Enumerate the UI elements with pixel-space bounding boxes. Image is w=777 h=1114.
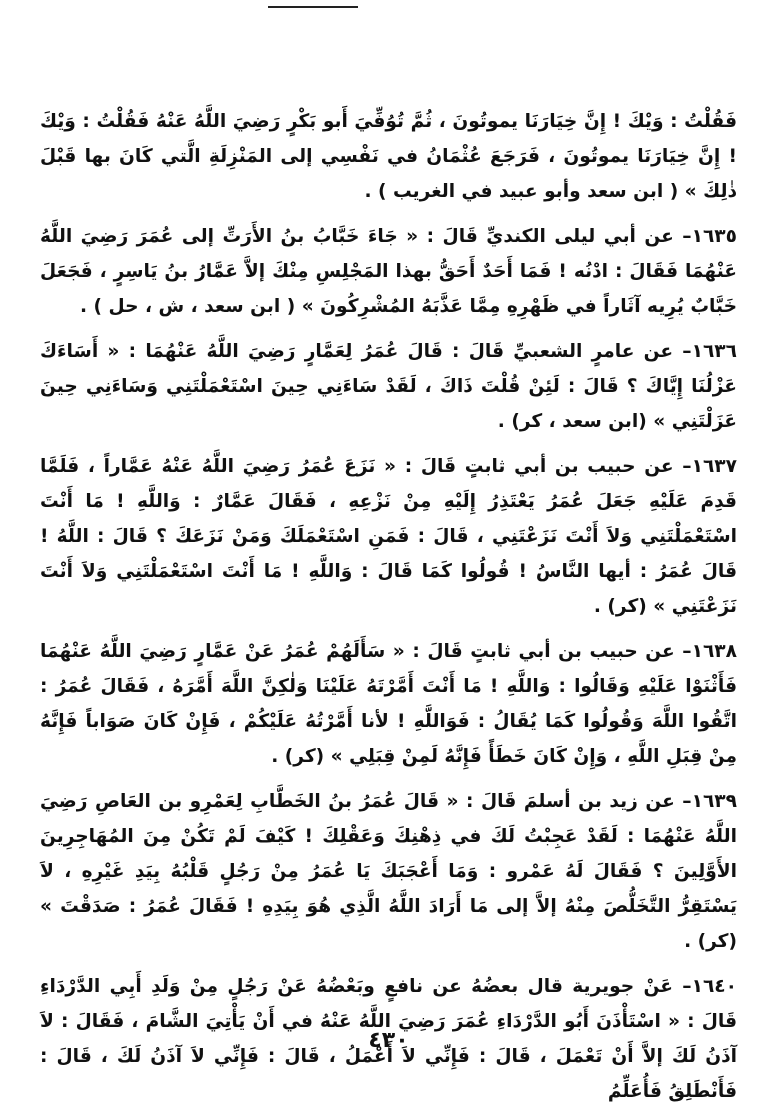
hadith-number: ١٦٣٨ bbox=[691, 641, 737, 662]
paragraph-text: – عن حبيب بن أبي ثابتٍ قَالَ : « نَزَعَ عُمَرُ رَضِيَ اللَّهُ عَنْهُ عَمَّاراً ، فَلَمَّا قَدِمَ عَلَيْهِ جَعَلَ عُمَرُ يَعْتَذِرُ إِلَيْهِ مِنْ نَزْعِهِ ، فَقَالَ عَمَّارٌ : وَاللَّهِ ! مَا أَنْتَ اسْتَعْمَلْتَنِي وَلاَ أَنْتَ نَزَعْتَنِي ، قَالَ : فَمَنِ اسْتَعْمَلَكَ وَمَنْ نَزَعَكَ ؟ قَالَ : اللَّهُ ! قَالَ عُمَرُ : أيها النَّاسُ ! قُولُوا كَمَا قَالَ : وَاللَّهِ ! مَا أَنْتَ اسْتَعْمَلْتَنِي وَلاَ أَنْتَ نَزَعْتَنِي » (كر) . bbox=[40, 456, 737, 617]
page-body bbox=[40, 104, 737, 1109]
paragraph-1636 bbox=[40, 334, 737, 439]
paragraph-text: فَقُلْتُ : وَيْكَ ! إِنَّ خِيَارَنَا يموتُونَ ، ثُمَّ تُوُفِّيَ أَبو بَكْرٍ رَضِيَ اللَّهُ عَنْهُ فَقُلْتُ : وَيْكَ ! إِنَّ خِيَارَنَا يموتُونَ ، فَرَجَعَ عُثْمَانُ في نَفْسِي إلى المَنْزِلَةِ الَّتي كَانَ بها قَبْلَ ذٰلِكَ » ( ابن سعد وأبو عبيد في الغريب ) . bbox=[40, 111, 737, 202]
page-number: ٤٣٠ bbox=[368, 1028, 409, 1053]
paragraph-1637 bbox=[40, 449, 737, 624]
paragraph-1638 bbox=[40, 634, 737, 774]
paragraph-continuation bbox=[40, 104, 737, 209]
top-rule bbox=[268, 6, 358, 8]
hadith-number: ١٦٣٥ bbox=[691, 226, 737, 247]
paragraph-1639 bbox=[40, 784, 737, 959]
paragraph-text: – عَنْ جويرية قال بعضُهُ عن نافعٍ وبَعْضُهُ عَنْ رَجُلٍ مِنْ وَلَدِ أَبِي الدَّرْدَاءِ قَالَ : « اسْتَأْذَنَ أَبُو الدَّرْدَاءِ عُمَرَ رَضِيَ اللَّهُ عَنْهُ في أَنْ يَأْتِيَ الشَّامَ ، فَقَالَ : لاَ آذَنُ لَكَ إلاَّ أَنْ تَعْمَلَ ، قَالَ : فَإِنِّي لاَ أَعْمَلُ ، قَالَ : فَإِنِّي لاَ آذَنُ لَكَ ، قَالَ : فَأَنْطَلِقُ فَأُعَلِّمُ bbox=[40, 976, 737, 1102]
paragraph-text: – عن حبيب بن أبي ثابتٍ قَالَ : « سَأَلَهُمْ عُمَرُ عَنْ عَمَّارٍ رَضِيَ اللَّهُ عَنْهُمَا فَأَثْنَوْا عَلَيْهِ وَقَالُوا : وَاللَّهِ ! مَا أَنْتَ أَمَّرْتَهُ عَلَيْنَا وَلٰكِنَّ اللَّهَ أَمَّرَهُ ، فَقَالَ عُمَرُ : اتَّقُوا اللَّهَ وَقُولُوا كَمَا يُقَالُ : فَوَاللَّهِ ! لأنا أَمَّرْتُهُ عَلَيْكُمْ ، فَإِنْ كَانَ صَوَاباً فَإِنَّهُ مِنْ قِبَلِ اللَّهِ ، وَإِنْ كَانَ خَطَأً فَإِنَّهُ لَمِنْ قِبَلِي » (كر) . bbox=[40, 641, 737, 767]
hadith-number: ١٦٣٧ bbox=[691, 456, 737, 477]
paragraph-text: – عن عامرٍ الشعبيِّ قَالَ : قَالَ عُمَرُ لِعَمَّارٍ رَضِيَ اللَّهُ عَنْهُمَا : « أَسَاءَكَ عَزْلُنَا إِيَّاكَ ؟ قَالَ : لَئِنْ قُلْتَ ذَاكَ ، لَقَدْ سَاءَنِي حِينَ اسْتَعْمَلْتَنِي وَسَاءَنِي حِينَ عَزَلْتَنِي » (ابن سعد ، كر) . bbox=[40, 341, 737, 432]
paragraph-text: – عن أبي ليلى الكنديِّ قَالَ : « جَاءَ خَبَّابُ بنُ الأَرَتِّ إلى عُمَرَ رَضِيَ اللَّهُ عَنْهُمَا فَقَالَ : ادْنُه ! فَمَا أَحَدٌ أَحَقُّ بهذا المَجْلِسِ مِنْكَ إلاَّ عَمَّارُ بنُ يَاسِرٍ ، فَجَعَلَ خَبَّابٌ يُرِيه آثَاراً في ظَهْرِهِ مِمَّا عَذَّبَهُ المُشْرِكُونَ » ( ابن سعد ، ش ، حل ) . bbox=[40, 226, 737, 317]
paragraph-1635 bbox=[40, 219, 737, 324]
paragraph-text: – عن زيد بن أسلمَ قَالَ : « قَالَ عُمَرُ بنُ الخَطَّابِ لِعَمْرِو بن العَاصِ رَضِيَ اللَّهُ عَنْهُمَا : لَقَدْ عَجِبْتُ لَكَ في ذِهْنِكَ وَعَقْلِكَ ! كَيْفَ لَمْ تَكُنْ مِنَ المُهَاجِرِينَ الأَوَّلِينَ ؟ فَقَالَ لَهُ عَمْرو : وَمَا أَعْجَبَكَ يَا عُمَرُ مِنْ رَجُلٍ قَلْبُهُ بِيَدِ غَيْرِهِ ، لاَ يَسْتَقِرُّ التَّخَلُّصَ مِنْهُ إلاَّ إلى مَا أَرَادَ اللَّهُ الَّذِي هُوَ بِيَدِهِ ! فَقَالَ عُمَرُ : صَدَقْتَ » (كر) . bbox=[40, 791, 737, 952]
hadith-number: ١٦٣٦ bbox=[691, 341, 737, 362]
hadith-number: ١٦٤٠ bbox=[691, 976, 737, 997]
hadith-number: ١٦٣٩ bbox=[691, 791, 737, 812]
